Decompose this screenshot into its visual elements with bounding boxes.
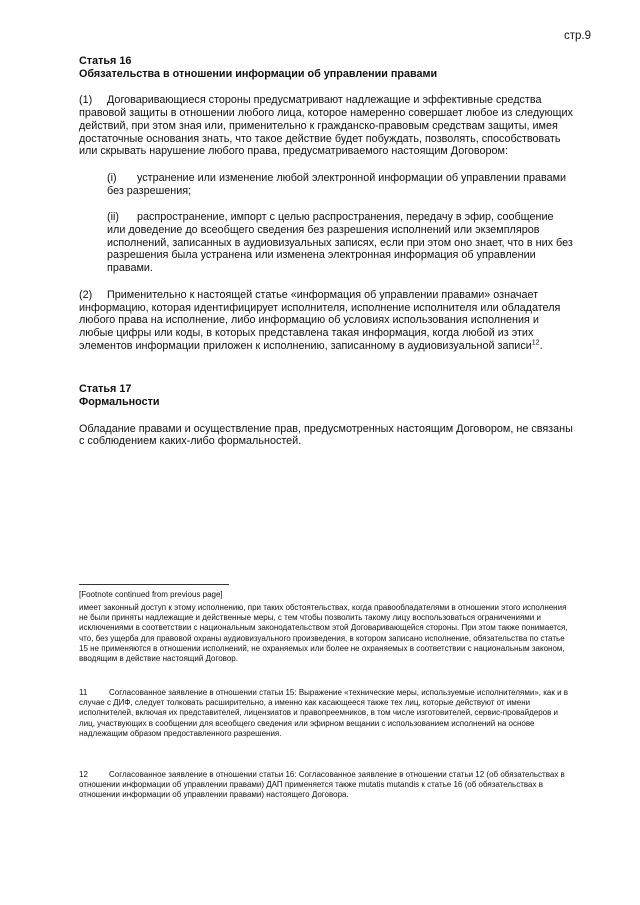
main-text: [79, 55, 574, 448]
footnote-11: [79, 688, 574, 739]
item-i-text: устранение или изменение любой электронной информации об управлении правами без разрешения;: [107, 171, 567, 197]
footnote-12-number: 12: [79, 770, 88, 779]
page-number: стр.9: [563, 30, 591, 42]
paragraph-2-text: Применительно к настоящей статье «информация об управлении правами» означает информацию, которая идентифицирует исполнителя, исполнение исполнителя или обладателя любого права на исполнение, либо информацию об условиях использования исполнения и любые цифры или коды, в которых представлена такая информация, когда любой из этих элементов информации приложен к исполнению, записанному в аудиовизуальной записи: [79, 288, 561, 352]
footnote-separator: [79, 584, 229, 585]
article-16-paragraph-1: [79, 94, 574, 158]
item-ii-label: (ii): [107, 211, 119, 224]
paragraph-1-text: Договаривающиеся стороны предусматривают надлежащие и эффективные средства правовой защиты в отношении любого лица, которое намеренно совершает любое из следующих действий, при этом зная или, применительно к гражданско-правовым средствам защиты, имея достаточные основания знать, что такое действие будет побуждать, позволять, способствовать или скрывать нарушение любого права, предусматриваемого настоящим Договором:: [79, 94, 573, 158]
footnote-12: [79, 770, 574, 801]
article-16-item-ii: [107, 211, 574, 275]
footnote-continued-label: [Footnote continued from previous page]: [79, 590, 223, 599]
article-17-text: Обладание правами и осуществление прав, предусмотренных настоящим Договором, не связаны с соблюдением каких-либо формальностей.: [79, 422, 573, 448]
footnote-12-text: Согласованное заявление в отношении статьи 16: Согласованное заявление в отношении статьи 12 (об обязательствах в отношении информации об управлении правами) ДАП применяется также mutatis mutandis к статье 16 (об обязательствах в отношении информации об управлении правами) настоящего Договора.: [79, 770, 565, 800]
article-17-number: Статья 17: [79, 383, 132, 396]
article-16-title: Обязательства в отношении информации об управлении правами: [79, 67, 438, 80]
paragraph-1-label: (1): [79, 94, 93, 107]
paragraph-2-end: .: [539, 339, 543, 352]
paragraph-2-label: (2): [79, 288, 93, 301]
article-17-title: Формальности: [79, 396, 160, 409]
footnote-ref-12[interactable]: 12: [531, 339, 540, 347]
footnote-continued-text: имеет законный доступ к этому исполнению, при таких обстоятельствах, когда правообладателями в отношении этого исполнения не были приняты надлежащие и действенные меры, с тем чтобы позволить такому лицу воспользоваться ограничениями и исключениями в соответствии с национальным законодательством этой Договаривающейся стороны. При этом также понимается, что, без ущерба для правовой охраны аудиовизуального произведения, в котором записано исполнение, обязательства по статье 15 не применяются в отношении исполнений, не охраняемых или более не охраняемых в соответствии с национальным законом, вводящим в действие настоящий Договор.: [79, 603, 568, 664]
footnote-11-text: Согласованное заявление в отношении статьи 15: Выражение «технические меры, используемые исполнителями», как и в случае с ДИФ, следует толковать расширительно, а именно как касающееся также тех лиц, которые действуют от имени исполнителей, включая их представителей, лицензиатов и правопреемников, в том числе изготовителей, сервис-провайдеров и лиц, участвующих в сообщении для всеобщего сведения или эфирном вещании с использованием исполнений на основе надлежащим образом предоставленного разрешения.: [79, 688, 569, 738]
footnote-11-number: 11: [79, 688, 88, 697]
article-16-number: Статья 16: [79, 55, 132, 67]
article-16-item-i: [107, 172, 574, 197]
article-16-paragraph-2: [79, 289, 574, 353]
item-ii-text: распространение, импорт с целью распространения, передачу в эфир, сообщение или доведение до всеобщего сведения без разрешения исполнений или экземпляров исполнений, записанных в аудиовизуальных записях, если при этом оно знает, что в них без разрешения была устранена или изменена электронная информация об управлении правами.: [107, 211, 573, 275]
item-i-label: (i): [107, 171, 117, 184]
